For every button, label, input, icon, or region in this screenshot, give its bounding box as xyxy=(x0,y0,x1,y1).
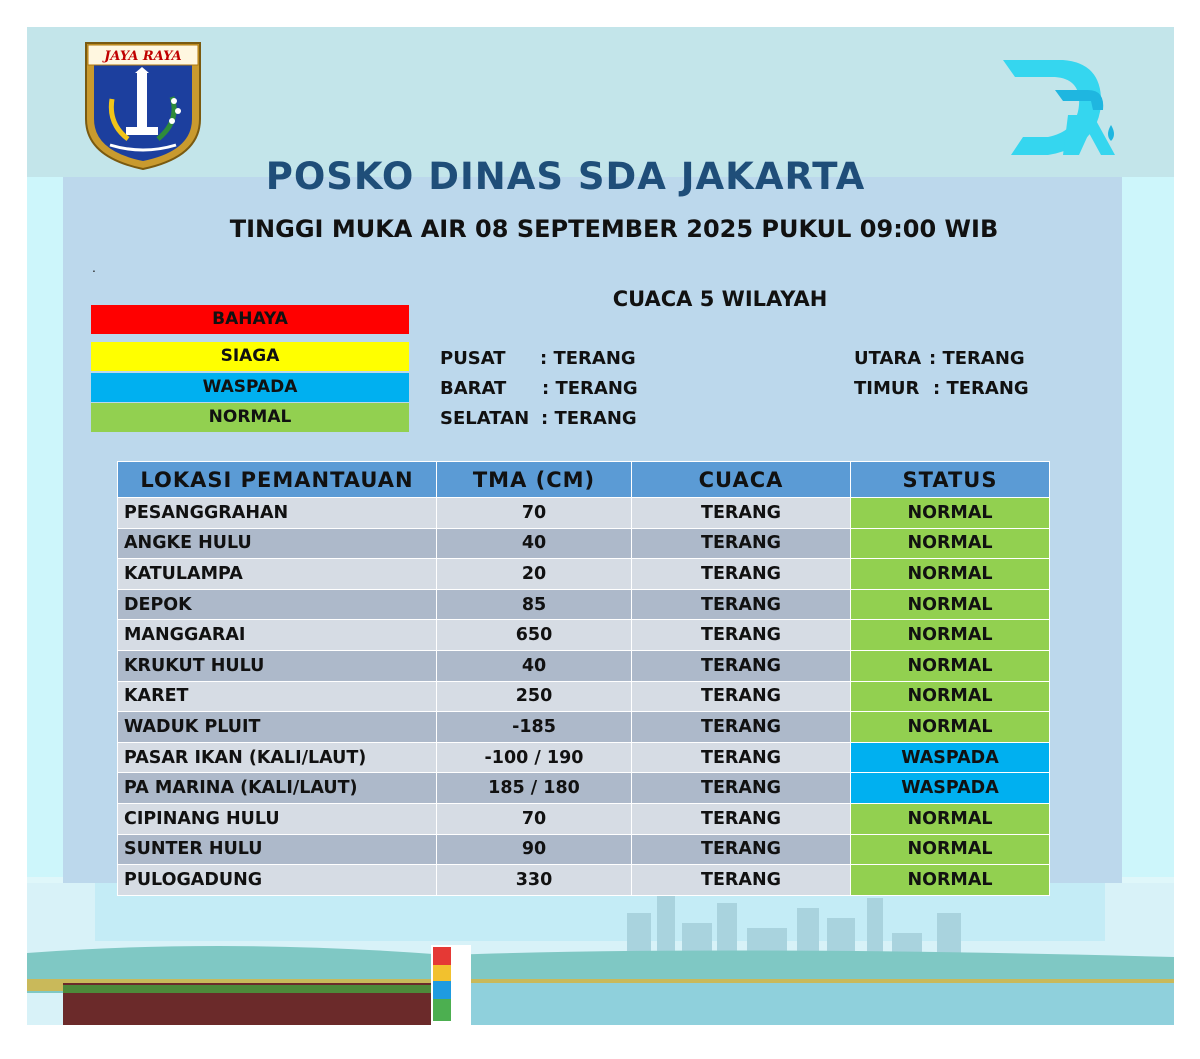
cell-tma: 650 xyxy=(437,620,632,651)
cell-tma: 40 xyxy=(437,528,632,559)
cell-tma: 20 xyxy=(437,559,632,590)
cell-lokasi: SUNTER HULU xyxy=(118,834,437,865)
cell-cuaca: TERANG xyxy=(632,559,851,590)
cell-tma: 330 xyxy=(437,865,632,896)
cell-lokasi: WADUK PLUIT xyxy=(118,712,437,743)
cell-status: WASPADA xyxy=(851,742,1050,773)
col-header-lokasi: LOKASI PEMANTAUAN xyxy=(118,462,437,498)
cell-status: NORMAL xyxy=(851,865,1050,896)
cell-cuaca: TERANG xyxy=(632,742,851,773)
region-value-barat: : TERANG xyxy=(542,378,638,399)
page-subtitle: TINGGI MUKA AIR 08 SEPTEMBER 2025 PUKUL 09:00 WIB xyxy=(229,215,999,243)
region-name-barat: BARAT xyxy=(440,378,507,399)
cell-tma: -100 / 190 xyxy=(437,742,632,773)
cell-cuaca: TERANG xyxy=(632,773,851,804)
table-row xyxy=(118,528,1050,559)
cell-tma: 70 xyxy=(437,498,632,529)
cell-tma: 85 xyxy=(437,589,632,620)
cell-lokasi: PULOGADUNG xyxy=(118,865,437,896)
cell-cuaca: TERANG xyxy=(632,528,851,559)
table-row xyxy=(118,712,1050,743)
cell-cuaca: TERANG xyxy=(632,650,851,681)
col-header-cuaca: CUACA xyxy=(632,462,851,498)
cell-tma: 250 xyxy=(437,681,632,712)
cell-lokasi: PESANGGRAHAN xyxy=(118,498,437,529)
cell-lokasi: DEPOK xyxy=(118,589,437,620)
cell-lokasi: CIPINANG HULU xyxy=(118,803,437,834)
cuaca-title: CUACA 5 WILAYAH xyxy=(612,287,828,311)
emblem-motto: JAYA RAYA xyxy=(104,49,182,64)
cell-cuaca: TERANG xyxy=(632,865,851,896)
jakarta-emblem-logo xyxy=(82,39,204,171)
region-value-timur: : TERANG xyxy=(933,378,1029,399)
sda-logo xyxy=(993,55,1133,165)
cell-cuaca: TERANG xyxy=(632,712,851,743)
cell-lokasi: PASAR IKAN (KALI/LAUT) xyxy=(118,742,437,773)
cell-tma: 185 / 180 xyxy=(437,773,632,804)
cell-status: NORMAL xyxy=(851,498,1050,529)
cell-lokasi: KARET xyxy=(118,681,437,712)
cell-status: NORMAL xyxy=(851,620,1050,651)
region-name-timur: TIMUR xyxy=(854,378,920,399)
table-row xyxy=(118,742,1050,773)
legend-siaga: SIAGA xyxy=(91,342,409,371)
cell-status: NORMAL xyxy=(851,803,1050,834)
region-value-selatan: : TERANG xyxy=(541,408,637,429)
cell-cuaca: TERANG xyxy=(632,803,851,834)
col-header-tma: TMA (CM) xyxy=(437,462,632,498)
cell-lokasi: PA MARINA (KALI/LAUT) xyxy=(118,773,437,804)
cell-lokasi: KRUKUT HULU xyxy=(118,650,437,681)
table-header-row xyxy=(118,462,1050,498)
region-name-utara: UTARA xyxy=(854,348,922,369)
region-value-utara: : TERANG xyxy=(929,348,1025,369)
cell-tma: 40 xyxy=(437,650,632,681)
table-row xyxy=(118,773,1050,804)
cell-tma: 70 xyxy=(437,803,632,834)
stray-dot: . xyxy=(92,259,96,275)
cell-status: NORMAL xyxy=(851,834,1050,865)
cell-status: NORMAL xyxy=(851,712,1050,743)
cell-status: NORMAL xyxy=(851,559,1050,590)
cell-cuaca: TERANG xyxy=(632,834,851,865)
cell-status: WASPADA xyxy=(851,773,1050,804)
table-body xyxy=(118,498,1050,896)
cell-tma: -185 xyxy=(437,712,632,743)
side-strip-right xyxy=(1122,177,1174,877)
cell-cuaca: TERANG xyxy=(632,589,851,620)
cell-status: NORMAL xyxy=(851,650,1050,681)
legend-waspada: WASPADA xyxy=(91,373,409,402)
table-row xyxy=(118,681,1050,712)
region-name-selatan: SELATAN xyxy=(440,408,530,429)
col-header-status: STATUS xyxy=(851,462,1050,498)
side-strip-left xyxy=(27,177,63,877)
cell-cuaca: TERANG xyxy=(632,498,851,529)
page-title: POSKO DINAS SDA JAKARTA xyxy=(265,155,866,198)
cell-lokasi: ANGKE HULU xyxy=(118,528,437,559)
cell-cuaca: TERANG xyxy=(632,681,851,712)
cell-cuaca: TERANG xyxy=(632,620,851,651)
cell-status: NORMAL xyxy=(851,528,1050,559)
cell-status: NORMAL xyxy=(851,589,1050,620)
table-row xyxy=(118,559,1050,590)
water-level-table xyxy=(117,461,1050,896)
table-row xyxy=(118,865,1050,896)
table-row xyxy=(118,620,1050,651)
legend-normal: NORMAL xyxy=(91,403,409,432)
region-name-pusat: PUSAT xyxy=(440,348,506,369)
region-value-pusat: : TERANG xyxy=(540,348,636,369)
cell-status: NORMAL xyxy=(851,681,1050,712)
table-row xyxy=(118,589,1050,620)
table-row xyxy=(118,834,1050,865)
cell-lokasi: MANGGARAI xyxy=(118,620,437,651)
cell-lokasi: KATULAMPA xyxy=(118,559,437,590)
landscape-illustration xyxy=(27,883,1174,1025)
table-row xyxy=(118,803,1050,834)
table-row xyxy=(118,498,1050,529)
legend-bahaya: BAHAYA xyxy=(91,305,409,334)
cell-tma: 90 xyxy=(437,834,632,865)
table-row xyxy=(118,650,1050,681)
